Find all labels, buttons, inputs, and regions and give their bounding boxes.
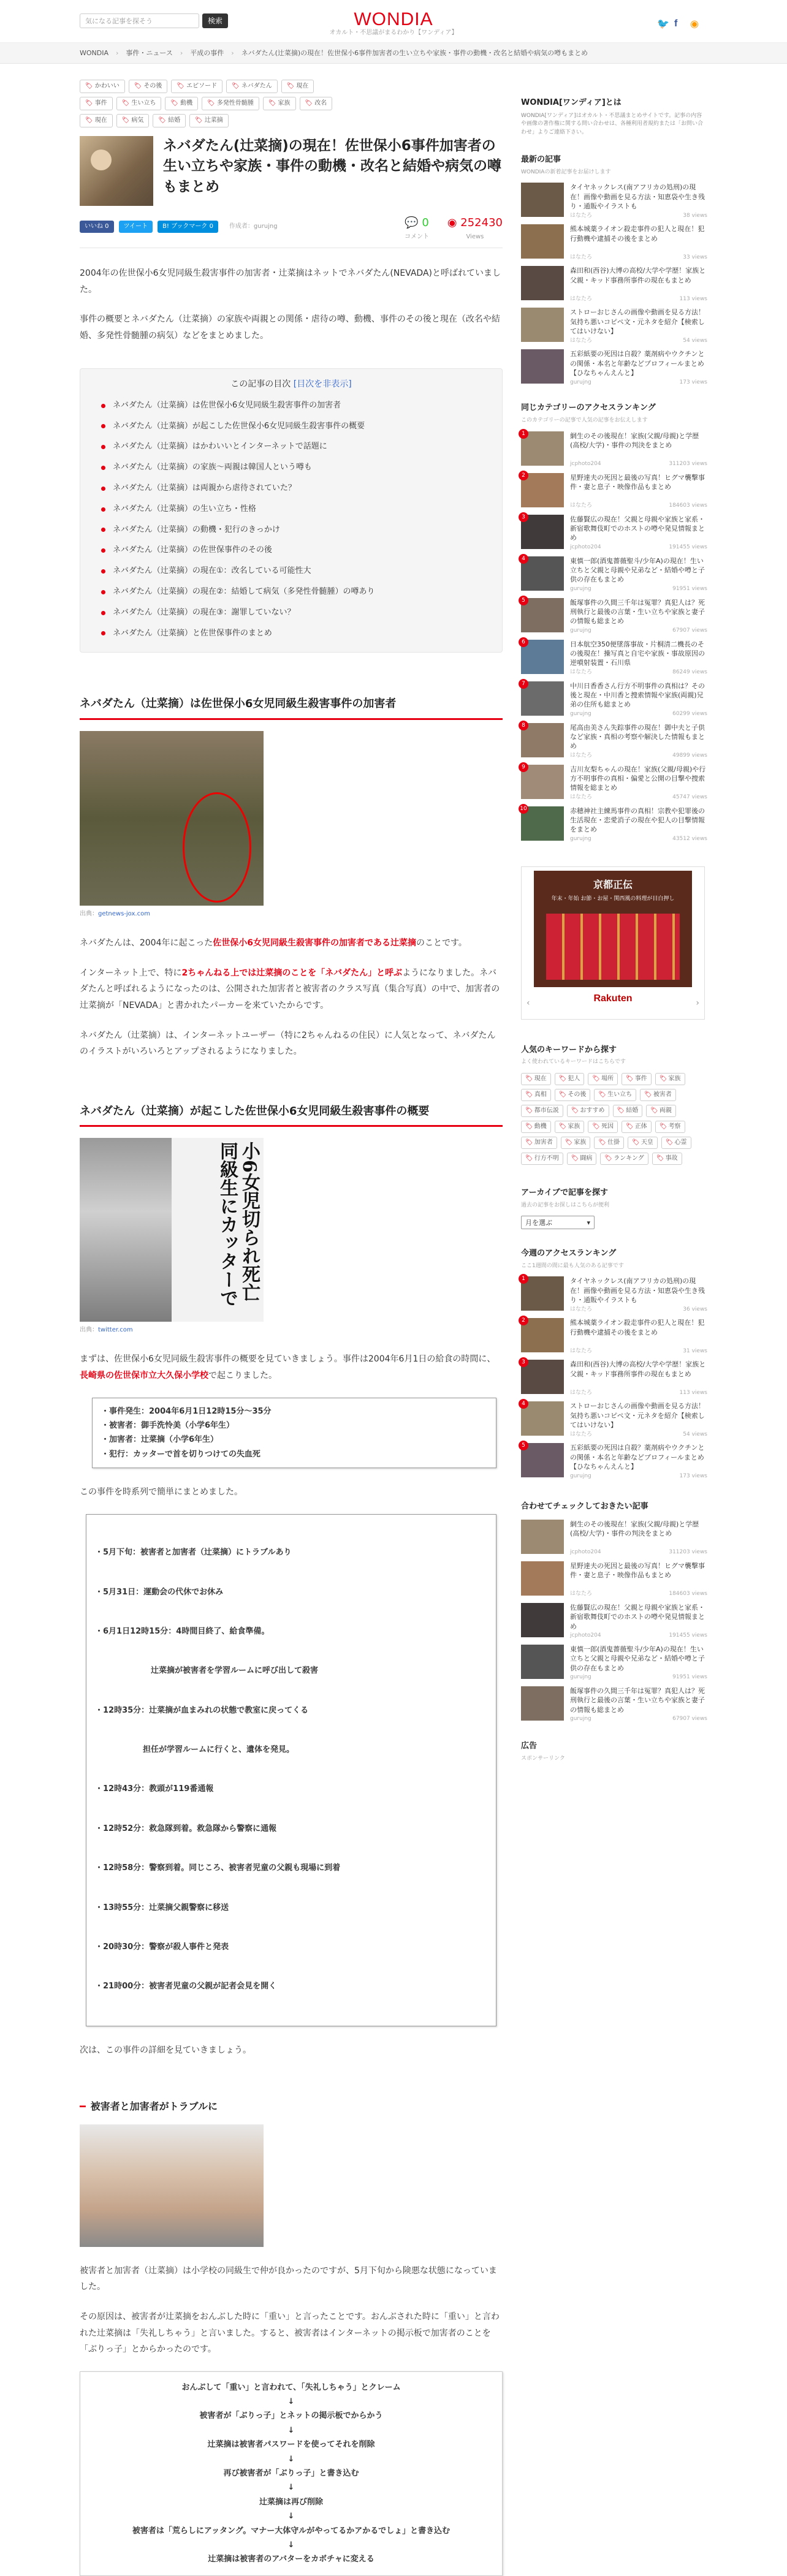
list-item[interactable]: 4 ストローおじさんの画像や動画を見る方法！気持ち悪いコピペ文・元ネタを紹介【検索してはいけない】 はなたろ 54 views	[521, 1401, 707, 1437]
flow-box	[80, 2371, 503, 2576]
keyword-tag[interactable]: 🏷 その後	[555, 1089, 591, 1101]
breadcrumb-current: ネバダたん(辻菜摘)の現在！佐世保小6事件加害者の生い立ちや家族・事件の動機・改名と結婚や病気の噂もまとめ	[241, 48, 588, 57]
comment-count[interactable]: 💬 0 コメント	[405, 216, 429, 240]
keyword-tag[interactable]: 🏷 両親	[646, 1105, 676, 1117]
keyword-tag[interactable]: 🏷 仕掛	[594, 1137, 624, 1149]
eye-icon: ◉	[447, 216, 457, 229]
list-item[interactable]: 網生のその後現在！家族(父親/母親)と学歴(高校/大学)・事件の判決をまとめ jcphoto204 311203 views	[521, 1520, 707, 1555]
recommended-articles: 合わせてチェックしておきたい記事 網生のその後現在！家族(父親/母親)と学歴(高校/大学)・事件の判決をまとめ jcphoto204 311203 views 星野達夫の死因と最後の写真！ヒグマ襲撃事件・妻と息子・映像作品もまとめ はなたろ 184603 views 佐藤賢広の現在！父親と母親や家族と家系・新宿歌舞伎町でのホストの噂や発見情報まとめ jcphoto204 191455 views 東慎一郎(酒鬼薔薇聖斗/少年A)の現在！生い立ちと父親と母親や兄弟など・結婚や噂と子供の存在もまとめ gurujng 91951 views 飯塚事件の久間三千年は冤罪？真犯人は？死刑執行と最後の言葉・生い立ちや家族と妻子の情報も総まとめ gurujng 67907 views	[521, 1502, 707, 1722]
timeline-item: 担任が学習ルームに行くと、遺体を発見。	[95, 1745, 295, 1755]
archive-section: アーカイブで記事を探す 過去の記事をお探しはこちらが便利 月を選ぶ ▾	[521, 1187, 707, 1229]
category-ranking: 同じカテゴリーのアクセスランキング このカテゴリーの記事で人気の記事をお伝えします 1 網生のその後現在！家族(父親/母親)と学歴(高校/大学)・事件の判決をまとめ jcphoto204 311203 views 2 星野達夫の死因と最後の写真！ヒグマ襲撃事件・妻と息子・映像作品もまとめ はなたろ 184603 views 3 佐藤賢広の現在！父親と母親や家族と家系・新宿歌舞伎町でのホストの噂や発見情報まとめ jcphoto204 191455 views 4 東慎一郎(酒鬼薔薇聖斗/少年A)の現在！生い立ちと父親と母親や兄弟など・結婚や噂と子供の存在もまとめ gurujng 91951 views 5 飯塚事件の久間三千年は冤罪？真犯人は？死刑執行と最後の言葉・生い立ちや家族と妻子の情報も総まとめ gurujng 67907 views 6 日本航空350便墜落事故・片桐清二機長のその後現在！操写真と自宅や家族・事故原因の逆噴射装置・石川県 はなたろ 86249 views 7 中川日香香さん行方不明事件の真相は？その後と現在・中川香と捜索情報や家族(両親)兄弟の住所も総まとめ gurujng 60299 views 8 尾高由美さん失踪事件の現在！御中夫と子供など家族・真相の考察や解決した情報もまとめ はなたろ 49899 views 9 吉川友梨ちゃんの現在！家族(父親/母親)や行方不明事件の真相・偏愛と公開の目撃や捜索情報を総まとめ はなたろ 45747 views 10 赤穂神社主練馬事件の真相！宗教や犯罪後の生活現在・恋愛消子の現在や犯人の目撃情報をまとめ gurujng 43512 views	[521, 402, 707, 841]
subsection-heading: ━ 被害者と加害者がトラブルに	[80, 2101, 218, 2113]
facts-box	[92, 1398, 496, 1469]
list-item[interactable]: 5 飯塚事件の久間三千年は冤罪？真犯人は？死刑執行と最後の言葉・生い立ちや家族と妻子の情報も総まとめ gurujng 67907 views	[521, 598, 707, 634]
newspaper-image	[80, 1138, 264, 1322]
list-item[interactable]: 3 森田和(西谷)大博の高校/大学や学歴！家族と父親・キッド事務所事件の現在もまとめ はなたろ 113 views	[521, 1360, 707, 1395]
tag[interactable]: 🏷 現在	[281, 80, 314, 93]
paragraph: ネバダたん（辻菜摘）は、インターネットユーザー（特に2ちゃんねるの住民）に人気となって、ネバダたんのイラストがいろいろとアップされるようになりました。	[80, 1030, 496, 1057]
list-item[interactable]: 東慎一郎(酒鬼薔薇聖斗/少年A)の現在！生い立ちと父親と母親や兄弟など・結婚や噂と子供の存在もまとめ gurujng 91951 views	[521, 1645, 707, 1680]
tag[interactable]: 🏷 事件	[80, 97, 113, 110]
toc-item[interactable]: ネバダたん（辻菜摘）と佐世保事件のまとめ	[101, 627, 481, 640]
tag[interactable]: 🏷 家族	[263, 97, 296, 110]
flow-step: 被害者は「荒らしにアッタング。マナー大体守ルがやってるかアかるでしょ」と書き込む	[132, 2526, 451, 2536]
list-item[interactable]: 5 五彩紙要の死因は自殺？薬剤病やウクチンとの関係・本名と年齢などプロフィールまとめ【ひなちゃんえんと】 gurujng 173 views	[521, 1443, 707, 1479]
keyword-tag[interactable]: 🏷 家族	[555, 1121, 585, 1133]
toc-item[interactable]: ネバダたん（辻菜摘）の佐世保事件のその後	[101, 544, 481, 557]
search-button[interactable]: 検索	[202, 13, 228, 28]
tag[interactable]: 🏷 エピソード	[171, 80, 222, 93]
weekly-ranking: 今週のアクセスランキング ここ1週間の間に最も人気のある記事です 1 タイヤネックレス(南アフリカの処刑)の現在！画像や動画を見る方法・知恵袋や生き残り・通販やイラストも はなたろ 36 views 2 熊本城薬ライオン殺走事件の犯人と現在！犯行動機や逮捕その後をまとめ はなたろ 31 views 3 森田和(西谷)大博の高校/大学や学歴！家族と父親・キッド事務所事件の現在もまとめ はなたろ 113 views 4 ストローおじさんの画像や動画を見る方法！気持ち悪いコピペ文・元ネタを紹介【検索してはいけない】 はなたろ 54 views 5 五彩紙要の死因は自殺？薬剤病やウクチンとの関係・本名と年齢などプロフィールまとめ【ひなちゃんえんと】 gurujng 173 views	[521, 1248, 707, 1479]
arrow-down-icon: ↓	[287, 2483, 295, 2493]
toc-item[interactable]: ネバダたん（辻菜摘）は両親から虐待されていた？	[101, 482, 481, 495]
list-item[interactable]: 佐藤賢広の現在！父親と母親や家族と家系・新宿歌舞伎町でのホストの噂や発見情報まとめ jcphoto204 191455 views	[521, 1603, 707, 1638]
timeline-item: 辻菜摘が被害者を学習ルームに呼び出して殺害	[95, 1666, 319, 1676]
keyword-tag[interactable]: 🏷 事件	[622, 1073, 652, 1085]
flow-step: おんぶして「重い」と言われて、「失礼しちゃう」とクレーム	[181, 2382, 401, 2392]
facebook-icon[interactable]: f	[674, 18, 678, 29]
rakuten-ad[interactable]: 京都正伝 年末・年始 お節・お屋・関西風の料理が目白押し Rakuten ‹ ›	[521, 866, 705, 1020]
tweet-button[interactable]: ツイート	[119, 221, 153, 233]
intro-paragraph: 事件の概要とネバダたん（辻菜摘）の家族や両親との関係・虐待の噂、動機、事件のその後と現在（改名や結婚、多発性骨髄腫の病気）などをまとめました。	[80, 314, 500, 341]
timeline-item: ・5月下旬：被害者と加害者（辻菜摘）にトラブルあり	[95, 1548, 292, 1558]
keyword-tag[interactable]: 🏷 闘病	[567, 1153, 597, 1165]
keyword-tag[interactable]: 🏷 生い立ち	[594, 1089, 636, 1101]
keyword-tag[interactable]: 🏷 結婚	[613, 1105, 643, 1117]
timeline-item: ・6月1日12時15分：4時間目終了、給食準備。	[95, 1627, 270, 1637]
toc-title: この記事の目次	[230, 379, 291, 390]
twitter-icon[interactable]: 🐦	[657, 18, 669, 29]
paragraph: まずは、佐世保小6女児同級生殺害事件の概要を見ていきましょう。事件は2004年6月1日の給食の時間に、長崎県の佐世保市立大久保小学校で起こりました。	[80, 1354, 496, 1381]
list-item[interactable]: 4 東慎一郎(酒鬼薔薇聖斗/少年A)の現在！生い立ちと父親と母親や兄弟など・結婚や噂と子供の存在もまとめ gurujng 91951 views	[521, 556, 707, 592]
credit-link[interactable]: getnews-jox.com	[98, 911, 150, 918]
keyword-tag[interactable]: 🏷 犯人	[555, 1073, 585, 1085]
chevron-right-icon[interactable]: ›	[696, 998, 699, 1009]
arrow-down-icon: ↓	[287, 2512, 295, 2521]
flow-step: 辻菜摘は再び削除	[259, 2497, 323, 2507]
keyword-tag[interactable]: 🏷 真相	[521, 1089, 551, 1101]
fist-image	[80, 2124, 264, 2247]
site-header	[0, 0, 787, 43]
paragraph: この事件を時系列で簡単にまとめました。	[80, 1487, 243, 1498]
paragraph: 被害者と加害者（辻菜摘）は小学校の同級生で仲が良かったのですが、5月下旬から険悪な状態になっていました。	[80, 2265, 497, 2292]
toc-item[interactable]: ネバダたん（辻菜摘）の生い立ち・性格	[101, 503, 481, 516]
flow-step: 辻菜摘は被害者パスワードを使ってそれを削除	[207, 2440, 375, 2450]
keyword-tag[interactable]: 🏷 天皇	[628, 1137, 658, 1149]
breadcrumb-subcategory[interactable]: 平成の事件	[190, 48, 224, 57]
keyword-tag[interactable]: 🏷 心霊	[661, 1137, 691, 1149]
toc-item[interactable]: ネバダたん（辻菜摘）の家族～両親は韓国人という噂も	[101, 461, 481, 474]
keyword-tag[interactable]: 🏷 家族	[561, 1137, 591, 1149]
timeline-item: ・13時55分：辻菜摘父親警察に移送	[95, 1903, 229, 1912]
view-count: ◉ 252430 Views	[447, 216, 503, 240]
fact-item: ・ 事件発生：2004年6月1日12時15分～35分	[101, 1404, 487, 1419]
list-item[interactable]: 9 吉川友梨ちゃんの現在！家族(父親/母親)や行方不明事件の真相・偏愛と公開の目撃や捜索情報を総まとめ はなたろ 45747 views	[521, 765, 707, 800]
site-tagline: オカルト・不思議がまるわかり【ワンディア】	[329, 29, 458, 36]
toc-toggle[interactable]: [目次を非表示]	[293, 379, 352, 390]
fact-item: ・ 被害者：御手洗怜美（小学6年生）	[101, 1419, 487, 1433]
keyword-tag[interactable]: 🏷 動機	[521, 1121, 551, 1133]
keyword-tag[interactable]: 🏷 家族	[655, 1073, 685, 1085]
flow-step: 辻菜摘は被害者のアバターをカボチャに変える	[208, 2555, 374, 2564]
image-credit: 出典：getnews-jox.com	[80, 911, 150, 918]
keyword-tag[interactable]: 🏷 行方不明	[521, 1153, 563, 1165]
arrow-down-icon: ↓	[287, 2425, 295, 2435]
comment-icon: 💬	[405, 216, 419, 229]
arrow-down-icon: ↓	[287, 2454, 295, 2464]
tag-list	[80, 80, 343, 127]
list-item[interactable]: 2 星野達夫の死因と最後の写真！ヒグマ襲撃事件・妻と息子・映像作品もまとめ はなたろ 184603 views	[521, 473, 707, 509]
breadcrumb: WONDIA › 事件・ニュース › 平成の事件 › ネバダたん(辻菜摘)の現在！佐世保小6事件加害者の生い立ちや家族・事件の動機・改名と結婚や病気の噂もまとめ	[0, 43, 787, 64]
ad-section: 広告 スポンサーリンク	[521, 1741, 565, 1762]
list-item[interactable]: 五彩紙要の死因は自殺？薬剤病やウクチンとの関係・本名と年齢などプロフィールまとめ【ひなちゃんえんと】 gurujng 173 views	[521, 349, 707, 385]
list-item[interactable]: 飯塚事件の久間三千年は冤罪？真犯人は？死刑執行と最後の言葉・生い立ちや家族と妻子の情報も総まとめ gurujng 67907 views	[521, 1686, 707, 1722]
tag[interactable]: 🏷 病気	[116, 114, 150, 127]
about-title: WONDIA[ワンディア]とは	[521, 98, 622, 107]
paragraph: インターネット上で、特に2ちゃんねる上では辻菜摘のことを「ネバダたん」と呼ぶようになりました。ネバダたんと呼ばれるようになったのは、公開された加害者と被害者のクラス写真（集合写真）の中で、加害者の辻菜摘が「NEVADA」と書かれたパーカーを来ていたからです。	[80, 968, 500, 1010]
credit-link[interactable]: twitter.com	[98, 1327, 133, 1334]
search-input[interactable]: 気になる記事を探そう	[80, 13, 199, 28]
tag[interactable]: 🏷 生い立ち	[116, 97, 162, 110]
list-item[interactable]: 10 赤穂神社主練馬事件の真相！宗教や犯罪後の生活現在・恋愛消子の現在や犯人の目撃情報をまとめ gurujng 43512 views	[521, 806, 707, 842]
list-item[interactable]: 2 熊本城薬ライオン殺走事件の犯人と現在！犯行動機や逮捕その後をまとめ はなたろ 31 views	[521, 1318, 707, 1354]
keyword-tag[interactable]: 🏷 被害者	[640, 1089, 676, 1101]
list-item[interactable]: 7 中川日香香さん行方不明事件の真相は？その後と現在・中川香と捜索情報や家族(両親)兄弟の住所も総まとめ gurujng 60299 views	[521, 681, 707, 717]
about-text: WONDIA[ワンディア]はオカルト・不思議まとめサイトです。記事の内容や画像の著作権に関する問い合わせは、各種利用者規約または「お問い合わせ」よりご連絡下さい。	[521, 112, 704, 135]
fact-item: ・ 加害者：辻菜摘（小学6年生）	[101, 1433, 487, 1447]
keyword-tag[interactable]: 🏷 都市伝説	[521, 1105, 563, 1117]
flow-step: 被害者が「ぶりっ子」とネットの掲示板でからかう	[199, 2411, 383, 2421]
table-of-contents	[80, 368, 503, 653]
arrow-down-icon: ↓	[287, 2540, 295, 2550]
author[interactable]: 作成者：gurujng	[229, 223, 278, 230]
list-item[interactable]: 8 尾高由美さん失踪事件の現在！御中夫と子供など家族・真相の考察や解決した情報もまとめ はなたろ 49899 views	[521, 723, 707, 759]
tag[interactable]: 🏷 現在	[80, 114, 113, 127]
list-item[interactable]: 森田和(西谷)大博の高校/大学や学歴！家族と父親・キッド事務所事件の現在もまとめ はなたろ 113 views	[521, 266, 707, 301]
newspaper-headline: 小6女児切られ死亡 同級生にカッターで	[172, 1138, 264, 1322]
keyword-tag[interactable]: 🏷 死因	[588, 1121, 618, 1133]
list-item[interactable]: 1 タイヤネックレス(南アフリカの処刑)の現在！画像や動画を見る方法・知恵袋や生き残り・通販やイラストも はなたろ 36 views	[521, 1276, 707, 1312]
article-title: ネバダたん(辻菜摘)の現在！佐世保小6事件加害者の生い立ちや家族・事件の動機・改名と結婚や病気の噂もまとめ	[163, 138, 501, 195]
tag[interactable]: 🏷 その後	[129, 80, 168, 93]
class-photo-image	[80, 731, 264, 906]
breadcrumb-home[interactable]: WONDIA	[80, 48, 109, 57]
timeline-item: ・21時00分：被害者児童の父親が記者会見を開く	[95, 1982, 277, 1991]
keywords-section: 人気のキーワードから探す よく使われているキーワードはこちらです 🏷 現在 🏷 犯人 🏷 場所 🏷 事件 🏷 家族 🏷 真相 🏷 その後 🏷 生い立ち 🏷 被害者 🏷 都市伝説 🏷 おすすめ 🏷 結婚 🏷 両親 🏷 動機 🏷 家族 🏷 死因 🏷 正体 🏷 考察 🏷 加害者 🏷 家族 🏷 仕掛 🏷 天皇 🏷 心霊 🏷 行方不明 🏷 闘病 🏷 ランキング 🏷 事故	[521, 1044, 707, 1165]
timeline-item: ・12時35分：辻菜摘が血まみれの状態で教室に戻ってくる	[95, 1705, 309, 1715]
intro-paragraph: 2004年の佐世保小6女児同級生殺害事件の加害者・辻菜摘はネットでネバダたん(NEVADA)と呼ばれていました。	[80, 268, 501, 295]
site-logo[interactable]: WONDIA	[354, 9, 433, 29]
article-main	[80, 72, 503, 2576]
paragraph: ネバダたんは、2004年に起こった佐世保小6女児同級生殺害事件の加害者である辻菜摘のことです。	[80, 938, 467, 949]
fact-item: ・ 犯行：カッターで首を切りつけての失血死	[101, 1447, 487, 1461]
rss-icon[interactable]: ◉	[690, 18, 699, 29]
tag[interactable]: 🏷 改名	[300, 97, 333, 110]
toc-item[interactable]: ネバダたん（辻菜摘）の現在③：謝罪していない？	[101, 607, 481, 619]
paragraph: その原因は、被害者が辻菜摘をおんぶした時に「重い」と言ったことです。おんぶされた時に「重い」と言われた辻菜摘は「失礼しちゃう」と言いました。すると、被害者はインターネットの掲示板で加害者のことを「ぶりっ子」とからかったのです。	[80, 2311, 500, 2355]
hatena-bookmark-button[interactable]: B! ブックマーク 0	[158, 221, 218, 233]
keyword-tag[interactable]: 🏷 考察	[655, 1121, 685, 1133]
article-meta	[80, 214, 503, 239]
image-credit: 出典：twitter.com	[80, 1327, 133, 1334]
paragraph: 次は、この事件の詳細を見ていきましょう。	[80, 2045, 251, 2055]
tag[interactable]: 🏷 辻菜摘	[189, 114, 229, 127]
timeline-item: ・12時52分：救急隊到着。救急隊から警察に通報	[95, 1824, 277, 1833]
list-item[interactable]: タイヤネックレス(南アフリカの処刑)の現在！画像や動画を見る方法・知恵袋や生き残り・通販やイラストも はなたろ 38 views	[521, 183, 707, 218]
timeline-item: ・12時43分：教頭が119番通報	[95, 1784, 214, 1794]
arrow-down-icon: ↓	[287, 2397, 295, 2407]
toc-item[interactable]: ネバダたん（辻菜摘）の現在①：改名している可能性大	[101, 565, 481, 578]
article-thumbnail	[80, 136, 153, 206]
toc-item[interactable]: ネバダたん（辻菜摘）は佐世保小6女児同級生殺害事件の加害者	[101, 400, 481, 412]
section-heading: ネバダたん（辻菜摘）が起こした佐世保小6女児同級生殺害事件の概要	[80, 1103, 503, 1127]
latest-articles: 最新の記事 WONDIAの新着記事をお届けします タイヤネックレス(南アフリカの処刑)の現在！画像や動画を見る方法・知恵袋や生き残り・通販やイラストも はなたろ 38 views 熊本城薬ライオン殺走事件の犯人と現在！犯行動機や逮捕その後をまとめ はなたろ 33 views 森田和(西谷)大博の高校/大学や学歴！家族と父親・キッド事務所事件の現在もまとめ はなたろ 113 views ストローおじさんの画像や動画を見る方法！気持ち悪いコピペ文・元ネタを紹介【検索してはいけない】 はなたろ 54 views 五彩紙要の死因は自殺？薬剤病やウクチンとの関係・本名と年齢などプロフィールまとめ【ひなちゃんえんと】 gurujng 173 views	[521, 155, 707, 385]
tag[interactable]: 🏷 ネバダたん	[226, 80, 278, 93]
chevron-left-icon[interactable]: ‹	[527, 998, 530, 1009]
section-heading: ネバダたん（辻菜摘）は佐世保小6女児同級生殺害事件の加害者	[80, 695, 503, 720]
keyword-tag[interactable]: 🏷 場所	[588, 1073, 618, 1085]
list-item[interactable]: 3 佐藤賢広の現在！父親と母親や家族と家系・新宿歌舞伎町でのホストの噂や発見情報まとめ jcphoto204 191455 views	[521, 515, 707, 550]
toc-item[interactable]: ネバダたん（辻菜摘）はかわいいとインターネットで話題に	[101, 441, 481, 453]
list-item[interactable]: 1 網生のその後現在！家族(父親/母親)と学歴(高校/大学)・事件の判決をまとめ jcphoto204 311203 views	[521, 431, 707, 467]
keyword-tag[interactable]: 🏷 おすすめ	[567, 1105, 609, 1117]
tag[interactable]: 🏷 多発性骨髄腫	[202, 97, 259, 110]
flow-step: 再び被害者が「ぶりっ子」と書き込む	[223, 2469, 359, 2479]
keyword-tag[interactable]: 🏷 ランキング	[600, 1153, 648, 1165]
timeline-box	[86, 1514, 496, 2026]
timeline-item: ・5月31日：運動会の代休でお休み	[95, 1587, 224, 1597]
tag[interactable]: 🏷 動機	[165, 97, 198, 110]
timeline-item: ・20時30分：警察が殺人事件と発表	[95, 1942, 229, 1952]
list-item[interactable]: 星野達夫の死因と最後の写真！ヒグマ襲撃事件・妻と息子・映像作品もまとめ はなたろ 184603 views	[521, 1561, 707, 1597]
tag[interactable]: 🏷 結婚	[153, 114, 186, 127]
toc-item[interactable]: ネバダたん（辻菜摘）が起こした佐世保小6女児同級生殺害事件の概要	[101, 420, 481, 433]
list-item[interactable]: 熊本城薬ライオン殺走事件の犯人と現在！犯行動機や逮捕その後をまとめ はなたろ 33 views	[521, 224, 707, 260]
toc-item[interactable]: ネバダたん（辻菜摘）の動機・犯行のきっかけ	[101, 524, 481, 537]
keyword-tag[interactable]: 🏷 事故	[652, 1153, 682, 1165]
keyword-tag[interactable]: 🏷 加害者	[521, 1137, 557, 1149]
timeline-item: ・12時58分：警察到着。同じころ、被害者児童の父親も現場に到着	[95, 1863, 341, 1873]
tag[interactable]: 🏷 かわいい	[80, 80, 125, 93]
facebook-like-button[interactable]: いいね 0	[80, 221, 114, 233]
chevron-down-icon: ▾	[587, 1219, 590, 1227]
keyword-tag[interactable]: 🏷 正体	[622, 1121, 652, 1133]
dash-icon: ━	[80, 2101, 86, 2113]
list-item[interactable]: ストローおじさんの画像や動画を見る方法！気持ち悪いコピペ文・元ネタを紹介【検索してはいけない】 はなたろ 54 views	[521, 308, 707, 343]
toc-item[interactable]: ネバダたん（辻菜摘）の現在②：結婚して病気（多発性骨髄腫）の噂あり	[101, 586, 481, 599]
breadcrumb-category[interactable]: 事件・ニュース	[126, 48, 173, 57]
list-item[interactable]: 6 日本航空350便墜落事故・片桐清二機長のその後現在！操写真と自宅や家族・事故原因の逆噴射装置・石川県 はなたろ 86249 views	[521, 640, 707, 675]
archive-month-select[interactable]: 月を選ぶ ▾	[521, 1216, 595, 1229]
sidebar	[521, 72, 707, 1763]
keyword-tag[interactable]: 🏷 現在	[521, 1073, 551, 1085]
